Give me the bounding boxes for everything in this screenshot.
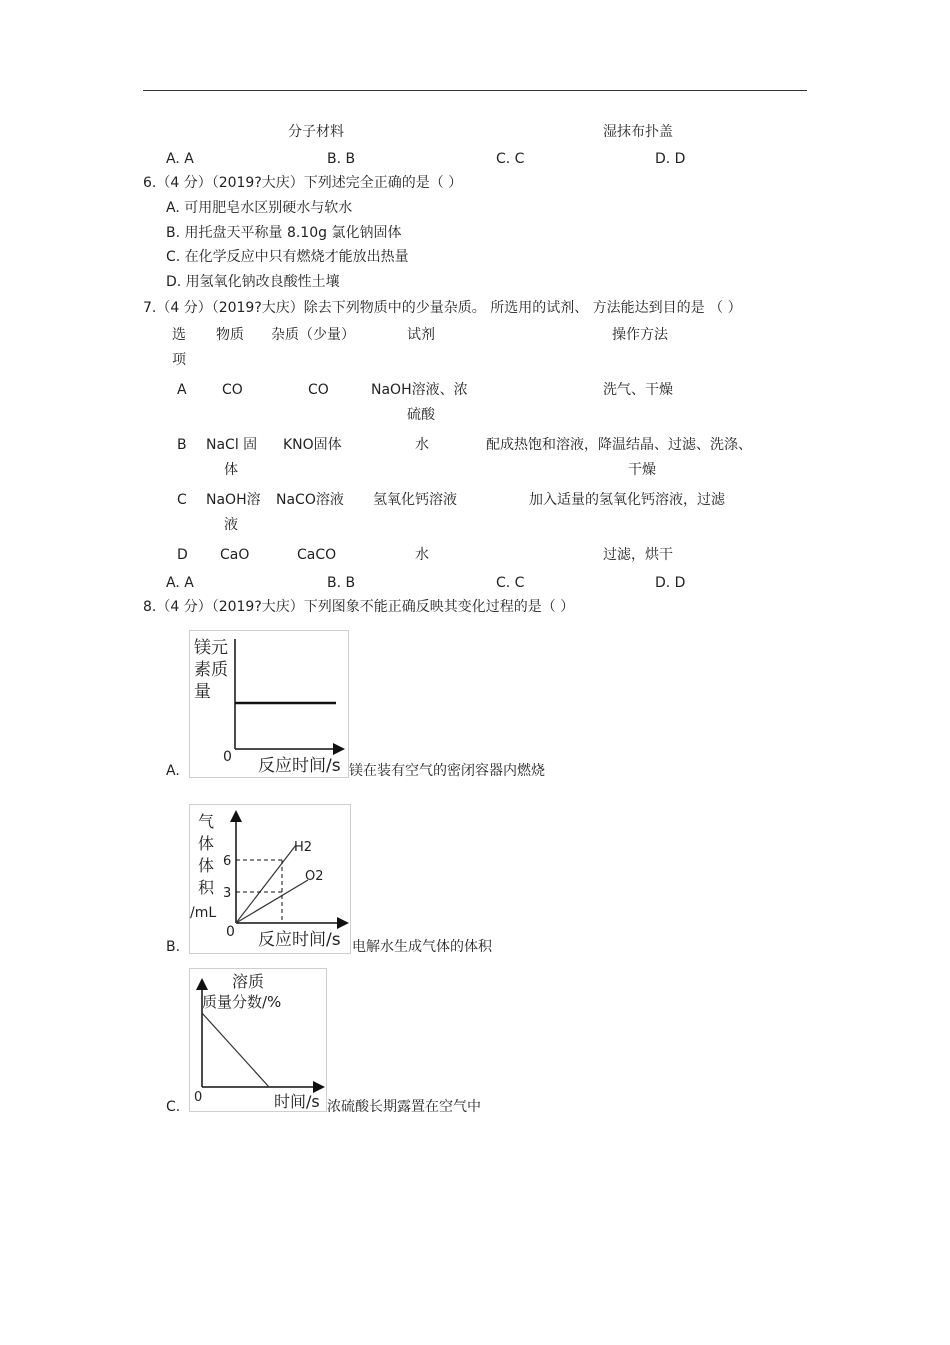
q7-row-a-method: 洗气、干燥 [603,382,673,398]
q8-option-a-letter[interactable]: A. [166,763,180,779]
q6-option-a[interactable]: A. 可用肥皂水区别硬水与软水 [166,200,353,216]
q7-header-reagent: 试剂 [407,327,435,343]
q7-row-a-reagent: NaOH溶液、浓 [371,382,468,398]
q7-header-method: 操作方法 [612,327,668,343]
q7-row-c-substance: NaOH溶 [206,492,261,508]
q7-row-a-substance: CO [222,382,243,398]
q7-row-a-impurity: CO [308,382,329,398]
graph-a-ylabel-2: 素质 [194,660,228,680]
graph-b-xlabel: 反应时间/s [258,930,341,950]
graph-b-tick-3: 3 [223,886,232,901]
q7-row-d-impurity: CaCO [297,547,337,563]
graph-b-ylabel-1: 气 [198,812,215,831]
q7-header-impurity: 杂质（少量） [271,327,355,343]
q7-row-b-impurity: KNO固体 [283,437,342,453]
q5-option-c[interactable]: C. C [496,151,525,167]
graph-b-tick-6: 6 [223,854,232,869]
graph-c-xlabel: 时间/s [274,1092,320,1111]
q5-table-cell-material: 分子材料 [288,124,344,140]
graph-b-series-o2 [236,880,308,923]
q7-row-b-method-2: 干燥 [628,462,656,478]
q5-option-d[interactable]: D. D [655,151,686,167]
graph-b-ylabel-4: 积 [198,878,215,897]
q8-option-c-caption: 浓硫酸长期露置在空气中 [327,1099,481,1115]
graph-b-label-h2: H2 [294,840,313,855]
graph-c-ylabel-2: 质量分数/% [202,993,282,1011]
q7-row-c-substance-2: 液 [224,517,238,533]
q7-row-a-option: A [177,382,187,398]
q7-row-d-method: 过滤，烘干 [603,547,673,563]
graph-b-series-h2 [236,845,296,923]
graph-b-ylabel-2: 体 [198,834,215,853]
q7-row-c-impurity: NaCO溶液 [276,492,344,508]
graph-c-origin: 0 [194,1090,203,1105]
q7-header-option: 选 [172,327,186,343]
q6-stem: 6.（4 分）（2019?大庆）下列述完全正确的是（ ） [143,175,463,191]
q7-row-c-method: 加入适量的氢氧化钙溶液，过滤 [529,492,725,508]
q7-row-b-substance: NaCl 固 [206,437,258,453]
q7-stem: 7.（4 分）（2019?大庆）除去下列物质中的少量杂质。 所选用的试剂、 方法能达到目的是 （ ） [143,300,742,316]
q7-row-b-option: B [177,437,187,453]
graph-b-yunit: /mL [190,905,217,921]
graph-a-ylabel-3: 量 [194,682,211,702]
header-rule [143,90,807,91]
q7-row-b-substance-2: 体 [224,462,238,478]
q5-option-b[interactable]: B. B [327,151,356,167]
q7-row-d-option: D [177,547,188,563]
q7-option-a[interactable]: A. A [166,575,194,591]
graph-c-ylabel-1: 溶质 [232,972,265,991]
q8-graph-c [189,968,327,1112]
q7-header-substance: 物质 [216,327,244,343]
q8-stem: 8.（4 分）（2019?大庆）下列图象不能正确反映其变化过程的是（ ） [143,599,575,615]
q7-option-b[interactable]: B. B [327,575,356,591]
q7-row-b-method: 配成热饱和溶液，降温结晶、过滤、洗涤、 [486,437,752,453]
graph-c-series-line [202,1013,269,1087]
q7-row-c-option: C [177,492,187,508]
q7-row-c-reagent: 氢氧化钙溶液 [373,492,457,508]
q7-header-option-2: 项 [172,352,186,368]
q8-graph-b [189,804,351,954]
q6-option-d[interactable]: D. 用氢氧化钠改良酸性土壤 [166,274,340,290]
graph-a-origin: 0 [223,749,232,765]
q7-row-d-reagent: 水 [415,547,429,563]
q7-row-b-reagent: 水 [415,437,429,453]
q7-option-c[interactable]: C. C [496,575,525,591]
q7-row-a-reagent-2: 硫酸 [407,407,435,423]
graph-b-ylabel-3: 体 [198,856,215,875]
q8-graph-a [189,630,349,778]
graph-b-label-o2: O2 [305,869,324,884]
graph-a-ylabel-1: 镁元 [194,638,228,658]
q6-option-b[interactable]: B. 用托盘天平称量 8.10g 氯化钠固体 [166,225,402,241]
graph-a-xlabel: 反应时间/s [258,756,341,776]
q8-option-b-caption: 电解水生成气体的体积 [352,939,492,955]
q6-option-c[interactable]: C. 在化学反应中只有燃烧才能放出热量 [166,249,409,265]
q8-option-c-letter[interactable]: C. [166,1099,181,1115]
q7-row-d-substance: CaO [220,547,250,563]
q8-option-a-caption: 镁在装有空气的密闭容器内燃烧 [349,763,545,779]
q8-option-b-letter[interactable]: B. [166,939,181,955]
q7-option-d[interactable]: D. D [655,575,686,591]
q5-table-cell-method: 湿抹布扑盖 [603,124,673,140]
q5-option-a[interactable]: A. A [166,151,194,167]
graph-b-origin: 0 [226,924,235,940]
